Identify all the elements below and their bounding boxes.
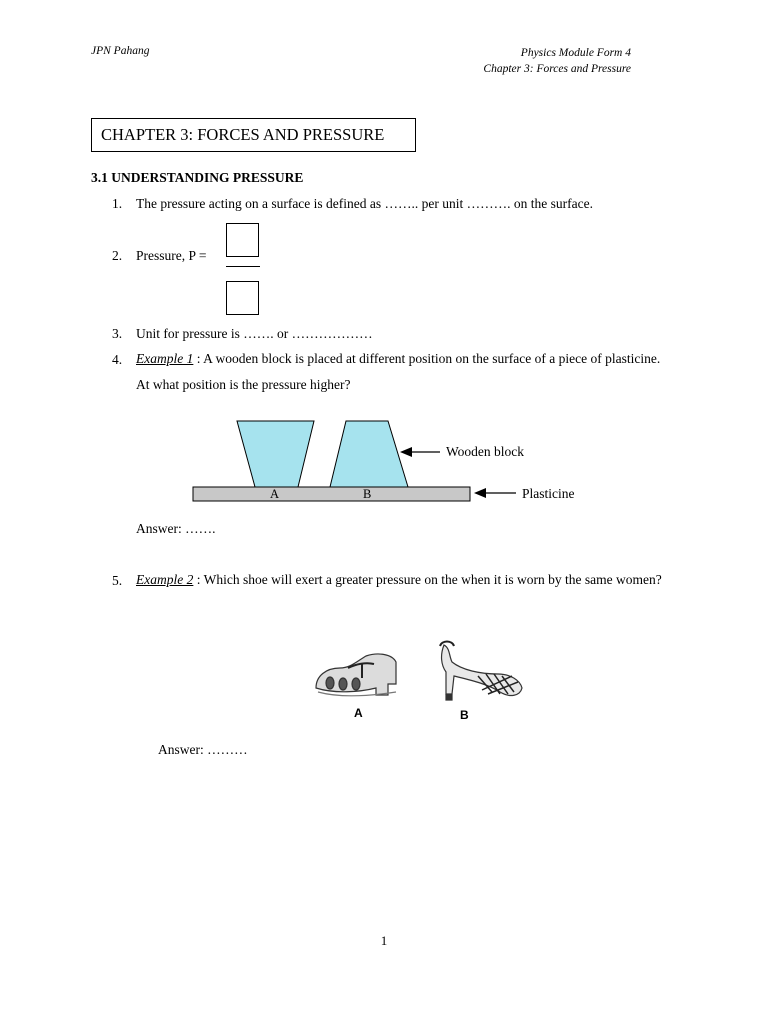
shoe-a-label: A [354,706,363,720]
item-text: The pressure acting on a surface is defined as …….. per unit ………. on the surface. [136,196,593,211]
shoe-a-image [316,654,396,696]
header-chapter: Chapter 3: Forces and Pressure [483,63,631,75]
example1-answer: Answer: ……. [136,521,216,536]
item-number: 1. [112,196,123,211]
header-left: JPN Pahang [91,45,150,57]
example-label: Example 2 [136,572,194,587]
example-label: Example 1 [136,351,194,366]
position-a-label: A [270,487,280,501]
item-number: 3. [112,326,123,341]
item-number: 5. [112,573,123,588]
example2-answer: Answer: ……… [158,742,248,757]
example-question: : Which shoe will exert a greater pressure on the when it is worn by the same women? [193,572,662,587]
page-number: 1 [380,933,388,948]
item-number: 2. [112,248,123,263]
wooden-block-label: Wooden block [446,444,525,459]
section-title: 3.1 UNDERSTANDING PRESSURE [91,170,304,185]
position-b-label: B [363,487,372,501]
item-number: 4. [112,352,123,367]
plasticine-label: Plasticine [522,486,575,501]
example-question: : A wooden block is placed at different position on the surface of a piece of plasticine. At what position is the pressure higher? [136,351,661,392]
item-text: Pressure, P = [136,248,207,263]
shoe-b-image [440,642,522,701]
item-text: Unit for pressure is ……. or ……………… [136,326,373,341]
chapter-title: CHAPTER 3: FORCES AND PRESSURE [91,118,416,152]
shoe-b-label: B [460,708,469,722]
header-module: Physics Module Form 4 [520,47,631,59]
